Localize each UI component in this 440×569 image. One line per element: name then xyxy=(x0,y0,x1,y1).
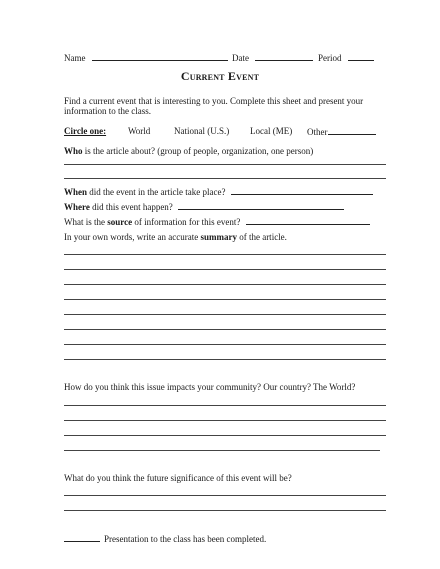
who-bold: Who xyxy=(64,146,83,156)
when-question xyxy=(64,186,373,198)
summary-post: of the article. xyxy=(236,232,287,242)
who-rest: is the article about? (group of people, organization, one person) xyxy=(82,146,314,156)
who-answer-line-2[interactable] xyxy=(64,178,386,179)
future-line-2[interactable] xyxy=(64,510,386,511)
when-bold: When xyxy=(64,187,88,197)
impact-line-1[interactable] xyxy=(64,405,386,406)
summary-line-6[interactable] xyxy=(64,329,386,330)
option-world[interactable]: World xyxy=(128,126,151,136)
summary-line-1[interactable] xyxy=(64,254,386,255)
summary-line-3[interactable] xyxy=(64,284,386,285)
option-other-label[interactable]: Other xyxy=(307,127,328,137)
where-rest: did this event happen? xyxy=(89,202,173,212)
presentation-text: Presentation to the class has been completed. xyxy=(104,534,267,544)
where-question xyxy=(64,201,344,213)
name-label: Name xyxy=(64,53,86,63)
who-question xyxy=(64,146,313,157)
date-label: Date xyxy=(232,53,249,63)
source-bold: source xyxy=(107,217,133,227)
impact-question: How do you think this issue impacts your community? Our country? The World? xyxy=(64,382,356,392)
summary-pre: In your own words, write an accurate xyxy=(64,232,201,242)
source-pre: What is the xyxy=(64,217,108,227)
period-field[interactable] xyxy=(348,52,374,61)
page-title: Current Event xyxy=(180,69,260,83)
impact-line-4[interactable] xyxy=(64,450,380,451)
circle-one-label: Circle one: xyxy=(64,126,107,136)
summary-question xyxy=(64,232,287,243)
summary-line-5[interactable] xyxy=(64,314,386,315)
date-field[interactable] xyxy=(255,52,313,61)
where-field[interactable] xyxy=(178,201,344,210)
option-local[interactable]: Local (ME) xyxy=(250,126,293,136)
source-post: of information for this event? xyxy=(132,217,241,227)
summary-bold: summary xyxy=(200,232,237,242)
period-label: Period xyxy=(318,53,342,63)
impact-line-2[interactable] xyxy=(64,420,386,421)
name-row xyxy=(64,52,228,64)
source-question xyxy=(64,216,370,228)
period-row xyxy=(318,52,374,64)
summary-line-8[interactable] xyxy=(64,359,386,360)
presentation-row xyxy=(64,533,266,545)
future-line-1[interactable] xyxy=(64,495,386,496)
intro-line-2: information to the class. xyxy=(64,106,151,116)
source-field[interactable] xyxy=(246,216,370,225)
where-bold: Where xyxy=(64,202,90,212)
presentation-check-field[interactable] xyxy=(64,533,100,542)
summary-line-7[interactable] xyxy=(64,344,386,345)
date-row xyxy=(232,52,313,64)
when-rest: did the event in the article take place? xyxy=(87,187,226,197)
other-field[interactable] xyxy=(328,126,376,135)
who-answer-line-1[interactable] xyxy=(64,164,386,165)
option-other xyxy=(307,126,376,138)
impact-line-3[interactable] xyxy=(64,435,386,436)
name-field[interactable] xyxy=(92,52,228,61)
intro-line-1: Find a current event that is interesting to you. Complete this sheet and present your xyxy=(64,96,364,106)
future-question: What do you think the future significance of this event will be? xyxy=(64,473,292,483)
when-field[interactable] xyxy=(231,186,373,195)
option-national[interactable]: National (U.S.) xyxy=(174,126,230,136)
summary-line-4[interactable] xyxy=(64,299,386,300)
summary-line-2[interactable] xyxy=(64,269,386,270)
